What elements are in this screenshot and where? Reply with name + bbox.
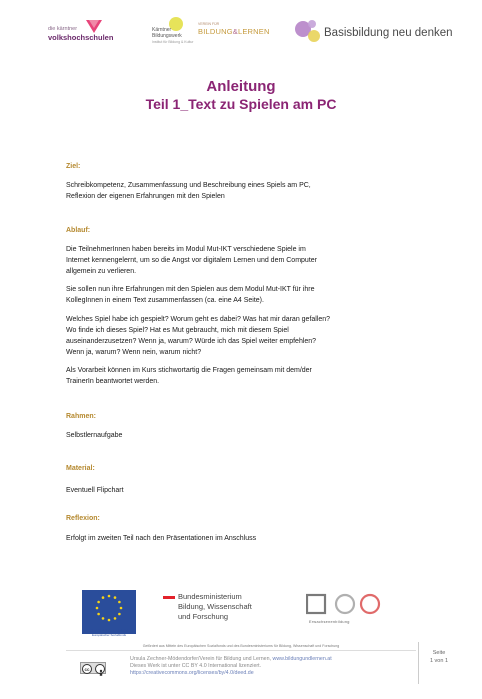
text-line: Sie sollen nun ihre Erfahrungen mit den Spielen aus dem Modul Mut-IKT für ihre <box>66 286 315 293</box>
bildung-und-lernen-logo <box>198 22 270 46</box>
section-reflexion-paragraph <box>66 533 426 544</box>
footer-divider <box>66 650 416 651</box>
basisbildung-neu-denken-logo <box>294 18 464 48</box>
section-ziel-paragraph <box>66 180 426 202</box>
section-ablauf-paragraph-3 <box>66 314 426 358</box>
text-line: Reflexion der eigenen Erfahrungen mit den Spielen <box>66 193 225 200</box>
eu-caption-1: EUROPÄISCHE UNION <box>90 629 128 633</box>
kaerntner-bildungswerk-logo <box>150 16 194 48</box>
section-material-paragraph <box>66 485 426 496</box>
vhs-logo-line1: die kärntner <box>48 26 78 32</box>
license-author: Ursula Zechner-Mödendorfer/Verein für Bildung und Lernen, <box>130 656 273 662</box>
text-line: Selbstlernaufgabe <box>66 432 123 439</box>
text-line: Als Vorarbeit können im Kurs stichwortartig die Fragen gemeinsam mit dem/der <box>66 367 312 374</box>
eu-flag-icon <box>82 590 136 634</box>
header-logos <box>0 14 482 54</box>
text-line: Wo finde ich dieses Spiel? Hat es Mut gebraucht, mich mit diesem Spiel <box>66 327 289 334</box>
erwachsenenbildung-label: Erwachsenenbildung <box>309 620 350 624</box>
vhs-triangle-icon <box>86 20 102 34</box>
page-number: 1 von 1 <box>429 658 449 664</box>
text-line: KollegInnen in einem Text zusammenfassen (ca. eine A4 Seite). <box>66 297 264 304</box>
funder-logos <box>0 590 482 646</box>
section-ablauf-paragraph-1 <box>66 244 426 277</box>
text-line: Erfolgt im zweiten Teil nach den Präsentationen im Anschluss <box>66 535 257 542</box>
bul-logo-word1: BILDUNG <box>198 27 233 36</box>
austria-flag-icon <box>163 596 175 599</box>
bm-line-3: und Forschung <box>178 612 229 621</box>
section-heading-ziel: Ziel: <box>66 163 81 170</box>
page-label: Seite <box>432 650 446 656</box>
section-rahmen-paragraph <box>66 430 426 441</box>
text-line: Schreibkompetenz, Zusammenfassung und Beschreibung eines Spiels am PC, <box>66 182 311 189</box>
text-line: TrainerIn beantwortet werden. <box>66 378 160 385</box>
section-heading-ablauf: Ablauf: <box>66 227 91 234</box>
website-link[interactable]: www.bildungundlernen.at <box>272 656 332 662</box>
document-title: Anleitung <box>206 78 276 95</box>
kbw-logo-line2: Bildungswerk <box>152 33 182 39</box>
cc-person-icon <box>95 664 105 674</box>
vhs-logo-line2: volkshochschulen <box>48 33 114 42</box>
document-subtitle: Teil 1_Text zu Spielen am PC <box>145 96 337 112</box>
text-line: auseinanderzusetzen? Wenn ja, warum? Würde ich das Spiel weiter empfehlen? <box>66 338 317 345</box>
license-line-1 <box>130 656 410 663</box>
text-line: Die TeilnehmerInnen haben bereits im Modul Mut-IKT verschiedene Spiele im <box>66 246 306 253</box>
section-heading-rahmen: Rahmen: <box>66 413 96 420</box>
bnd-circles-icon <box>294 18 322 46</box>
text-line: Welches Spiel habe ich gespielt? Worum geht es dabei? Was hat mir daran gefallen? <box>66 316 331 323</box>
text-line: Internet kennengelernt, um so die Angst vor digitalem Lernen und dem Computer <box>66 257 317 264</box>
text-line: Eventuell Flipchart <box>66 487 124 494</box>
footer-vertical-divider <box>418 642 419 684</box>
section-ablauf-paragraph-2 <box>66 284 426 306</box>
text-line: allgemein zu verlieren. <box>66 268 137 275</box>
eu-caption-2: Europäischer Sozialfonds <box>91 633 127 637</box>
eu-stars-icon <box>82 590 136 628</box>
license-text <box>130 656 410 677</box>
license-link[interactable]: https://creativecommons.org/licenses/by/4.0/deed.de <box>130 670 254 676</box>
kbw-logo-line3: Institut für Bildung & Kultur <box>152 40 194 44</box>
funding-note: Gefördert aus Mitteln des Europäischen Sozialfonds und des Bundesministeriums für Bildung, Wissenschaft und Forschung <box>142 644 340 648</box>
bul-logo-word2: LERNEN <box>237 27 270 36</box>
erwachsenenbildung-logo-icon <box>306 592 384 618</box>
section-ablauf-paragraph-4 <box>66 365 426 387</box>
section-heading-material: Material: <box>66 465 95 472</box>
bm-line-2: Bildung, Wissenschaft <box>178 602 252 611</box>
section-heading-reflexion: Reflexion: <box>66 515 100 522</box>
bul-logo-line2 <box>198 27 270 36</box>
bul-logo-amp: & <box>232 27 238 36</box>
kbw-logo-line1: Kärntner <box>152 27 172 33</box>
cc-by-badge-icon <box>80 662 106 674</box>
bul-logo-line1: VEREIN FÜR <box>198 22 220 26</box>
kaerntner-volkshochschulen-logo <box>44 20 136 46</box>
person-icon <box>96 668 106 678</box>
text-line: Wenn ja, warum? Wenn nein, warum nicht? <box>66 349 202 356</box>
cc-badge-label: cc <box>82 664 92 674</box>
bm-line-1: Bundesministerium <box>178 592 242 601</box>
license-line-2: Dieses Werk ist unter CC BY 4.0 International lizenziert. <box>130 663 262 669</box>
bnd-logo-text: Basisbildung neu denken <box>324 27 453 39</box>
